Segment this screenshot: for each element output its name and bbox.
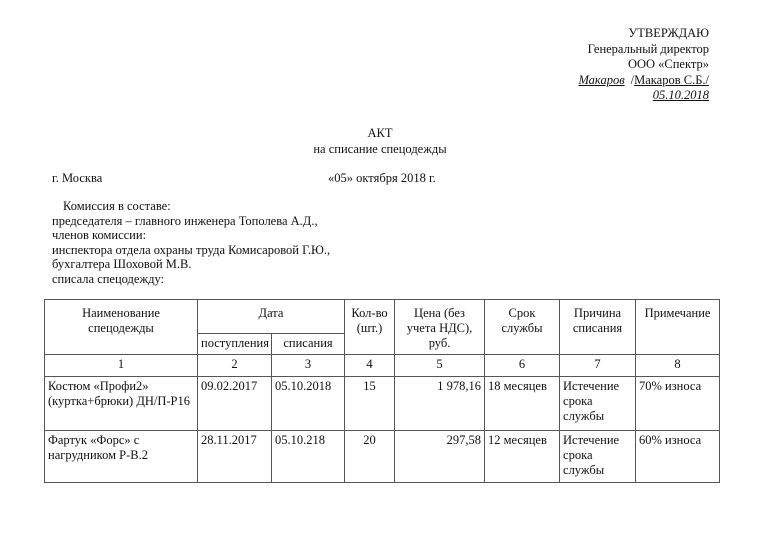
approval-signature: Макаров	[578, 72, 625, 87]
commission-members-label: членов комиссии:	[52, 228, 147, 243]
cell-term: 12 месяцев	[485, 430, 560, 482]
commission-chair: председателя – главного инженера Тополева А.Д.,	[52, 213, 318, 228]
approval-name: Макаров С.Б./	[634, 72, 709, 87]
approval-block	[449, 26, 709, 104]
approval-signature-line	[449, 73, 709, 89]
table-header-row	[45, 300, 720, 334]
column-number: 7	[560, 354, 636, 376]
header-date-out: списания	[272, 334, 345, 354]
header-term: Срок службы	[485, 300, 560, 355]
table-row	[45, 376, 720, 430]
column-number: 4	[345, 354, 395, 376]
column-numbers-row	[45, 354, 720, 376]
commission-intro: Комиссия в составе:	[63, 199, 171, 213]
column-number: 5	[395, 354, 485, 376]
commission-conclusion: списала спецодежду:	[52, 271, 165, 286]
cell-date-in: 28.11.2017	[198, 430, 272, 482]
title-subject: на списание спецодежды	[313, 141, 447, 156]
act-date: «05» октября 2018 г.	[328, 171, 436, 185]
cell-date-in: 09.02.2017	[198, 376, 272, 430]
cell-note: 70% износа	[636, 376, 720, 430]
header-name: Наименование спецодежды	[45, 300, 198, 355]
header-note: Примечание	[636, 300, 720, 355]
commission-member-1: инспектора отдела охраны труда Комисаровой Г.Ю.,	[52, 242, 331, 257]
table-row	[45, 430, 720, 482]
cell-note: 60% износа	[636, 430, 720, 482]
column-number: 6	[485, 354, 560, 376]
writeoff-table	[44, 299, 720, 483]
cell-reason: Истечение срока службы	[560, 430, 636, 482]
cell-name: Костюм «Профи2» (куртка+брюки) ДН/П-Р16	[45, 376, 198, 430]
cell-date-out: 05.10.218	[272, 430, 345, 482]
header-qty: Кол-во (шт.)	[345, 300, 395, 355]
commission-member-2: бухгалтера Шоховой М.В.	[52, 257, 192, 272]
approval-date: 05.10.2018	[652, 88, 709, 102]
column-number: 3	[272, 354, 345, 376]
commission-block	[52, 199, 330, 287]
cell-qty: 20	[345, 430, 395, 482]
document-title	[0, 126, 760, 157]
header-date-in: поступления	[198, 334, 272, 354]
header-price: Цена (без учета НДС), руб.	[395, 300, 485, 355]
approval-heading: УТВЕРЖДАЮ	[628, 26, 709, 40]
approval-position: Генеральный директор	[587, 41, 709, 56]
header-reason: Причина списания	[560, 300, 636, 355]
header-date: Дата	[198, 300, 345, 334]
approval-company: ООО «Спектр»	[627, 57, 709, 71]
cell-price: 297,58	[395, 430, 485, 482]
place: г. Москва	[52, 171, 103, 185]
title-act: АКТ	[367, 126, 393, 140]
column-number: 1	[45, 354, 198, 376]
cell-qty: 15	[345, 376, 395, 430]
cell-name: Фартук «Форс» с нагрудником Р-В.2	[45, 430, 198, 482]
cell-term: 18 месяцев	[485, 376, 560, 430]
approval-slash: /	[630, 72, 635, 87]
cell-reason: Истечение срока службы	[560, 376, 636, 430]
cell-date-out: 05.10.2018	[272, 376, 345, 430]
column-number: 8	[636, 354, 720, 376]
cell-price: 1 978,16	[395, 376, 485, 430]
column-number: 2	[198, 354, 272, 376]
